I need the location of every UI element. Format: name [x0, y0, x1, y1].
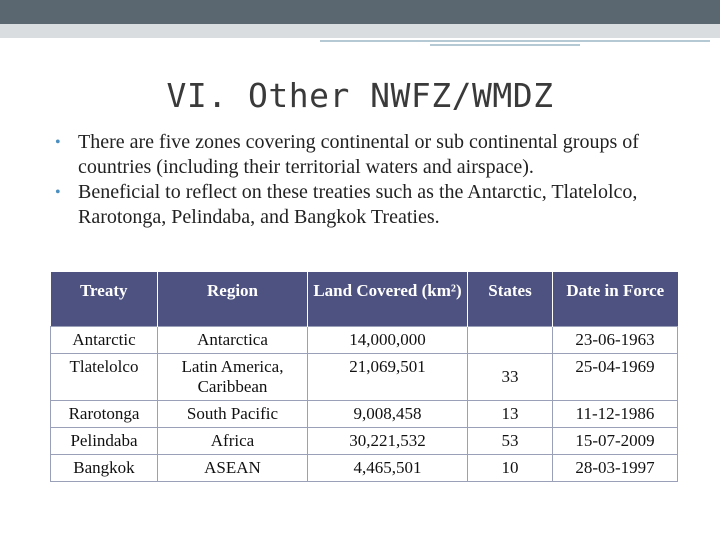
top-banner-stripe	[0, 24, 720, 38]
table-row	[51, 327, 678, 354]
slide-title: VI. Other NWFZ/WMDZ	[166, 76, 554, 115]
cell-land: 4,465,501	[308, 455, 468, 482]
treaty-table	[50, 272, 678, 482]
cell-land: 30,221,532	[308, 428, 468, 455]
cell-states: 10	[468, 455, 553, 482]
cell-date: 11-12-1986	[553, 401, 678, 428]
cell-region: South Pacific	[158, 401, 308, 428]
bullet-icon: •	[55, 184, 61, 201]
cell-treaty: Bangkok	[51, 455, 158, 482]
header-region: Region	[158, 272, 308, 327]
header-treaty: Treaty	[51, 272, 158, 327]
cell-region: Latin America, Caribbean	[158, 354, 308, 401]
cell-states: 33	[468, 354, 553, 401]
cell-region: Antarctica	[158, 327, 308, 354]
header-date-in-force: Date in Force	[553, 272, 678, 327]
cell-treaty: Tlatelolco	[51, 354, 158, 401]
cell-states: 53	[468, 428, 553, 455]
table-row	[51, 428, 678, 455]
cell-treaty: Pelindaba	[51, 428, 158, 455]
cell-land: 14,000,000	[308, 327, 468, 354]
accent-line	[320, 40, 710, 42]
cell-treaty: Antarctic	[51, 327, 158, 354]
cell-date: 28-03-1997	[553, 455, 678, 482]
bullet-icon: •	[55, 134, 61, 151]
cell-region: ASEAN	[158, 455, 308, 482]
bullet-item	[55, 130, 685, 180]
bullet-item	[55, 180, 685, 230]
cell-date: 25-04-1969	[553, 354, 678, 401]
table-row	[51, 401, 678, 428]
cell-states: 13	[468, 401, 553, 428]
cell-land: 9,008,458	[308, 401, 468, 428]
cell-states	[468, 327, 553, 354]
table-header-row	[51, 272, 678, 327]
header-states: States	[468, 272, 553, 327]
accent-line	[430, 44, 580, 46]
bullet-text: There are five zones covering continental or sub continental groups of countries (including their territorial waters and airspace).	[78, 131, 639, 178]
bullet-list	[55, 130, 685, 230]
cell-date: 15-07-2009	[553, 428, 678, 455]
cell-treaty: Rarotonga	[51, 401, 158, 428]
top-banner	[0, 0, 720, 24]
cell-region: Africa	[158, 428, 308, 455]
cell-date: 23-06-1963	[553, 327, 678, 354]
table-row	[51, 354, 678, 401]
bullet-text: Beneficial to reflect on these treaties such as the Antarctic, Tlatelolco, Rarotonga, Pelindaba, and Bangkok Treaties.	[78, 181, 638, 228]
table-row	[51, 455, 678, 482]
cell-land: 21,069,501	[308, 354, 468, 401]
header-land-covered: Land Covered (km²)	[308, 272, 468, 327]
